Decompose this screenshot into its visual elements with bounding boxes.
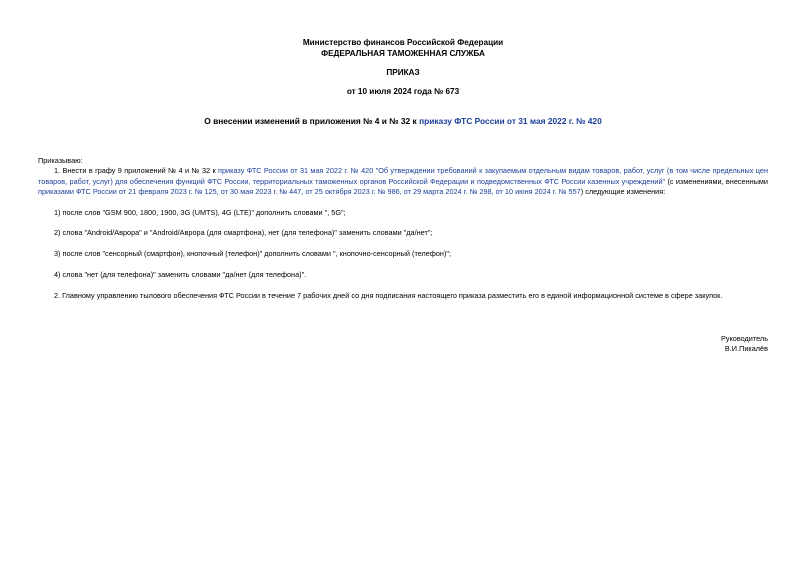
service-heading: ФЕДЕРАЛЬНАЯ ТАМОЖЕННАЯ СЛУЖБА [321, 49, 485, 58]
list-item: 2) слова "Android/Аврора" и "Android/Аврора (для смартфона), нет (для телефона)" заменить словами "да/нет"; [54, 228, 433, 237]
document-type: ПРИКАЗ [386, 68, 420, 77]
paragraph-1 [38, 166, 768, 198]
p1-order-link[interactable]: приказу ФТС России от 31 мая 2022 г. № 420 "Об утверждении требований к закупаемым отдельным видам товаров, работ, услуг (в том числе предельных цен товаров, работ, услуг) для обеспечения функций ФТС России, территориальных таможенных органов Российской Федерации и подведомственных ФТС России казенных учреждений" [38, 166, 768, 186]
list-item: 3) после слов "сенсорный (смартфон), кнопочный (телефон)" дополнить словами ", кнопочно-сенсорный (телефон)"; [54, 249, 451, 258]
list-item: 1) после слов "GSM 900, 1800, 1900, 3G (UMTS), 4G (LTE)" дополнить словами ", 5G"; [54, 208, 346, 217]
paragraph-2: 2. Главному управлению тылового обеспечения ФТС России в течение 7 рабочих дней со дня подписания настоящего приказа разместить его в единой информационной системе в сфере закупок. [54, 291, 723, 300]
title-prefix: О внесении изменений в приложения № 4 и № 32 к [204, 116, 420, 126]
p1-start: 1. Внести в графу 9 приложений № 4 и № 32 к [54, 166, 219, 175]
ministry-heading: Министерство финансов Российской Федерации [302, 38, 504, 47]
p1-mid: (с изменениями, внесенными [665, 176, 768, 186]
list-item: 4) слова "нет (для телефона)" заменить словами "да/нет (для телефона)". [54, 270, 307, 279]
title-link[interactable]: приказу ФТС России от 31 мая 2022 г. № 420 [419, 116, 602, 126]
signature-name: В.И.Пикалёв [724, 344, 768, 353]
p1-end: ) следующие изменения: [580, 187, 666, 197]
document-page [38, 0, 768, 571]
signature-role: Руководитель [720, 334, 768, 343]
document-date-number: от 10 июля 2024 года № 673 [346, 87, 460, 96]
p1-amendments-link[interactable]: приказами ФТС России от 21 февраля 2023 г. № 125, от 30 мая 2023 г. № 447, от 25 октября 2023 г. № 986, от 29 марта 2024 г. № 298, от 10 июня 2024 г. № 557 [38, 187, 581, 197]
document-title [38, 115, 768, 127]
intro-text: Приказываю: [38, 156, 83, 165]
